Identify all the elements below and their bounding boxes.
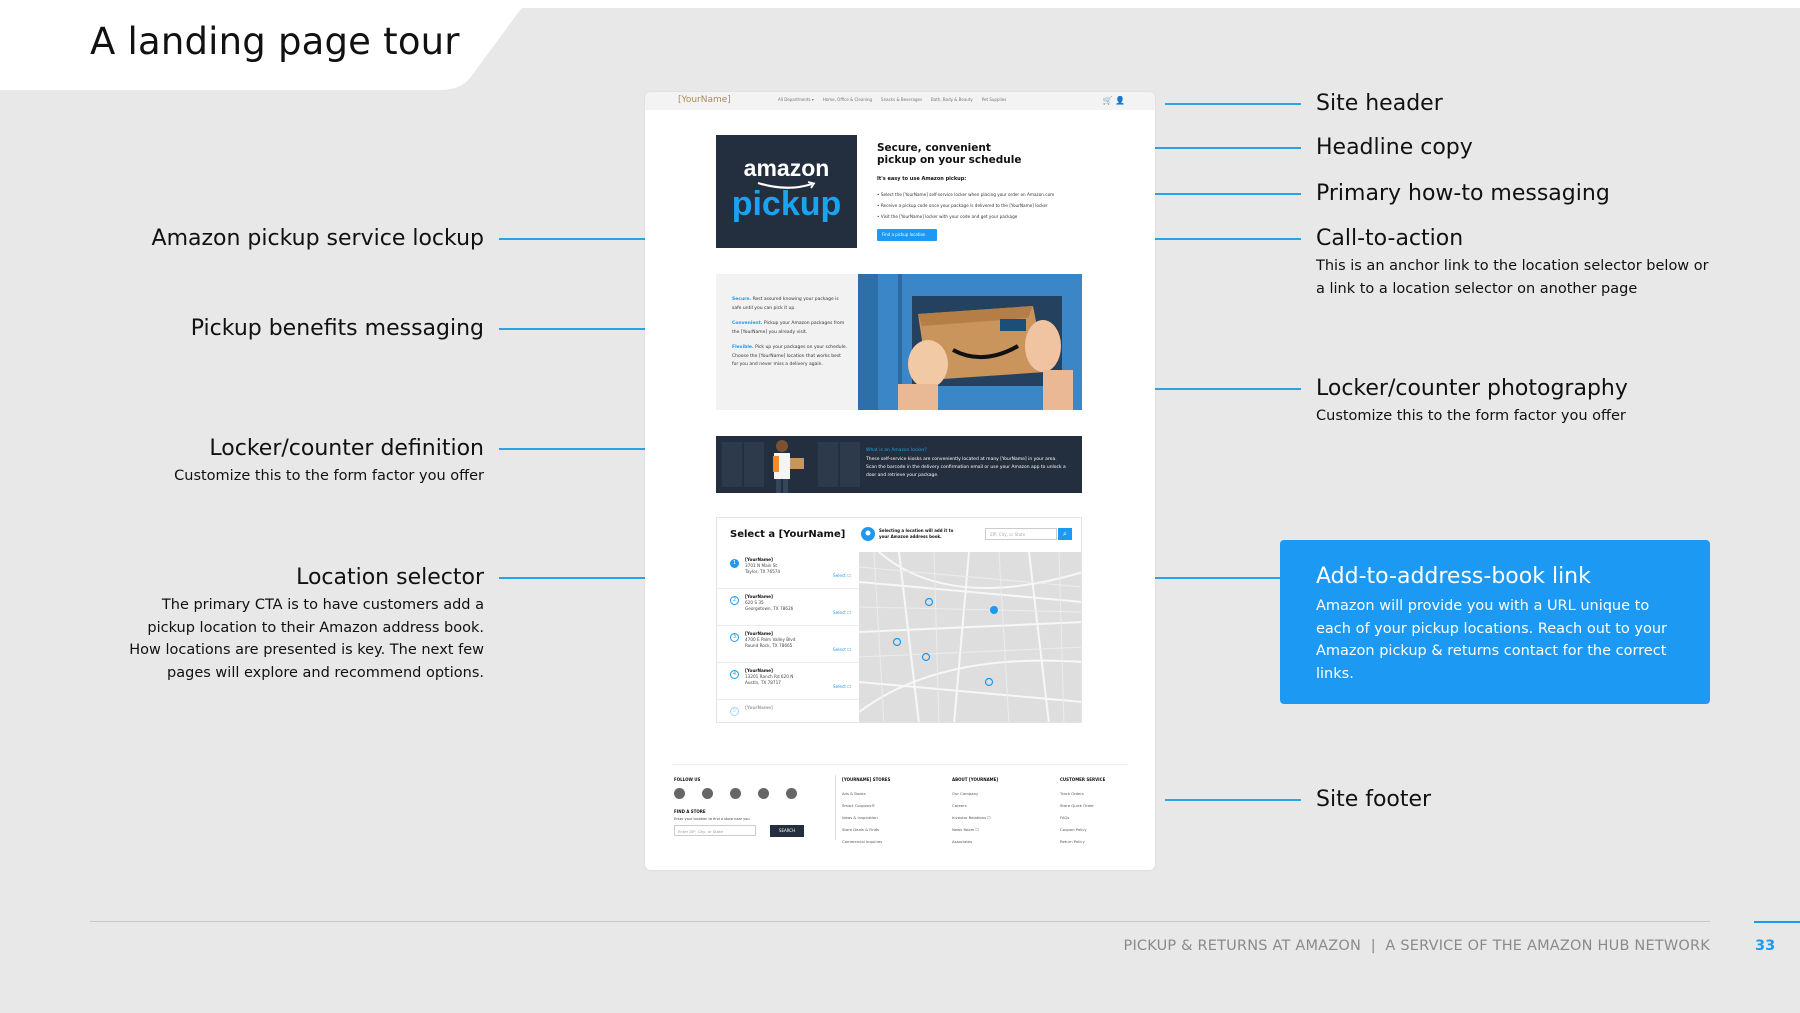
footer-column: ABOUT [YOURNAME] Our Company Careers Investor Relations ☐ News Room ☐ Associates [952, 777, 998, 848]
howto-item: • Visit the [YourName] locker with your code and get your package [877, 211, 1102, 222]
location-pin-icon: 2 [730, 596, 739, 605]
footer-link[interactable]: Commercial Inquiries [842, 839, 883, 844]
callout-description: Customize this to the form factor you offer [1316, 408, 1626, 424]
footer-link[interactable]: Return Policy [1060, 839, 1085, 844]
leader-line [1165, 103, 1301, 105]
callout-label: Headline copy [1316, 135, 1473, 160]
mock-brand[interactable]: [YourName] [678, 95, 731, 105]
howto-item: • Select the [YourName] self-service locker when placing your order on Amazon.com [877, 189, 1102, 200]
leader-line [1165, 799, 1301, 801]
page-number: 33 [1755, 938, 1776, 954]
callout-benefits [191, 316, 484, 341]
location-map[interactable] [859, 552, 1082, 723]
mock-location-selector [716, 517, 1082, 723]
mock-benefits [716, 274, 858, 410]
callout-label: Site header [1316, 91, 1443, 116]
callout-label: Primary how-to messaging [1316, 181, 1610, 206]
page-number-rule [1754, 921, 1800, 923]
list-item[interactable]: 3 [YourName] 4700 E Palm Valley Blvd Round Rock, TX 78665 Select ☐ [717, 626, 859, 663]
callout-label: Amazon pickup service lockup [151, 226, 484, 251]
benefit-item: Flexible. Pick up your packages on your schedule. Choose the [YourName] location that works best for you and never miss a delivery again. [732, 345, 848, 367]
callout-definition [84, 436, 484, 488]
footer-link[interactable]: Store Deals & Finds [842, 827, 879, 832]
slide-footer-text: PICKUP & RETURNS AT AMAZON | A SERVICE OF THE AMAZON HUB NETWORK [1123, 938, 1710, 954]
social-icons [674, 788, 797, 799]
address-book-callout-box [1280, 540, 1710, 704]
callout-location-selector [124, 565, 484, 684]
location-pin-icon: 1 [730, 559, 739, 568]
footer-link[interactable]: Smart Coupons® [842, 803, 875, 808]
benefit-item: Secure. Rest assured knowing your package is safe until you can pick it up. [732, 297, 839, 311]
list-item[interactable]: 2 [YourName] 620 S 35 Georgetown, TX 78626 Select ☐ [717, 589, 859, 626]
twitter-icon[interactable] [702, 788, 713, 799]
slide-title: A landing page tour [90, 20, 460, 63]
select-location-link[interactable]: Select ☐ [832, 647, 851, 652]
callout-howto [1316, 181, 1610, 206]
mock-nav [778, 97, 1006, 102]
selector-search-input[interactable]: ZIP, City, or State [985, 528, 1057, 540]
locker-photo [858, 274, 1082, 410]
pinterest-icon[interactable] [730, 788, 741, 799]
footer-link[interactable]: News Room ☐ [952, 827, 979, 832]
callout-cta [1316, 226, 1716, 300]
callout-description: The primary CTA is to have customers add a pickup location to their Amazon address book. How locations are presented is key. The next few pages will explore and recommend options. [129, 597, 484, 681]
instagram-icon[interactable] [786, 788, 797, 799]
mock-howto-list [877, 189, 1102, 222]
footer-column: CUSTOMER SERVICE Track Orders Store Quick Order FAQs Coupon Policy Return Policy [1060, 777, 1105, 848]
callout-photography [1316, 376, 1716, 428]
callout-label: Site footer [1316, 787, 1432, 812]
callout-description: Customize this to the form factor you offer [174, 468, 484, 484]
mock-howto-title: It's easy to use Amazon pickup: [877, 176, 967, 182]
callout-lockup [152, 226, 484, 251]
find-store-heading: FIND A STORE [674, 809, 706, 814]
definition-title: What is an Amazon locker? [866, 448, 927, 453]
howto-item: • Receive a pickup code once your package is delivered to the [YourName] locker [877, 200, 1102, 211]
callout-description: Amazon will provide you with a URL unique to each of your pickup locations. Reach out to your Amazon pickup & returns contact for the correct links. [1316, 598, 1667, 682]
landing-page-mockup [645, 92, 1155, 870]
footer-link[interactable]: Ideas & Inspiration [842, 815, 878, 820]
callout-site-header [1316, 91, 1443, 116]
footer-link[interactable]: Careers [952, 803, 967, 808]
store-search-input[interactable]: Enter ZIP, City, or State [674, 825, 756, 836]
find-pickup-location-button[interactable]: Find a pickup location [877, 229, 937, 241]
footer-link[interactable]: Coupon Policy [1060, 827, 1087, 832]
follow-us-heading: FOLLOW US [674, 777, 701, 782]
mock-site-footer [672, 764, 1128, 844]
facebook-icon[interactable] [674, 788, 685, 799]
mock-site-header [645, 92, 1155, 110]
callout-site-footer [1316, 787, 1431, 812]
callout-label: Pickup benefits messaging [190, 316, 484, 341]
footer-link[interactable]: Associates [952, 839, 973, 844]
select-location-link[interactable]: Select ☐ [832, 684, 851, 689]
selector-hint: Selecting a location will add it to your Amazon address book. [879, 528, 954, 539]
list-item[interactable]: 5 [YourName] [717, 700, 859, 723]
mock-nav-item[interactable]: Snacks & Beverages [881, 97, 923, 102]
callout-description: This is an anchor link to the location selector below or a link to a location selector on another page [1316, 258, 1709, 297]
cart-account-icons[interactable]: 🛒 👤 [1102, 96, 1125, 105]
select-location-link[interactable]: Select ☐ [832, 610, 851, 615]
selector-title: Select a [YourName] [730, 529, 846, 540]
store-search-button[interactable]: SEARCH [770, 825, 804, 837]
footer-link[interactable]: Our Company [952, 791, 979, 796]
mock-nav-item[interactable]: All Departments ▾ [778, 97, 814, 102]
location-pin-icon: 4 [730, 670, 739, 679]
list-item[interactable]: 1 [YourName] 3701 N Main St Taylor, TX 76574 Select ☐ [717, 552, 859, 589]
list-item[interactable]: 4 [YourName] 13201 Ranch Rd 620 N Austin, TX 78717 Select ☐ [717, 663, 859, 700]
youtube-icon[interactable] [758, 788, 769, 799]
callout-headline [1316, 135, 1473, 160]
lockup-word-amazon: amazon [743, 155, 830, 181]
callout-label: Call-to-action [1316, 226, 1464, 251]
mock-nav-item[interactable]: Pet Supplies [981, 97, 1007, 102]
footer-link[interactable]: Store Quick Order [1060, 803, 1094, 808]
footer-rule [90, 921, 1710, 922]
footer-link[interactable]: FAQs [1060, 815, 1070, 820]
mock-nav-item[interactable]: Bath, Body & Beauty [931, 97, 973, 102]
find-store-subtext: Enter your location to find a store near you [674, 817, 750, 821]
select-location-link[interactable]: Select ☐ [832, 573, 851, 578]
footer-column: [YOURNAME] STORES Ads & Books Smart Coupons® Ideas & Inspiration Store Deals & Finds Commercial Inquiries [842, 777, 890, 848]
address-book-icon [861, 527, 875, 541]
footer-link[interactable]: Ads & Books [842, 791, 866, 796]
callout-label: Add-to-address-book link [1316, 564, 1591, 589]
footer-link[interactable]: Investor Relations ☐ [952, 815, 991, 820]
definition-body: These self-service kiosks are conveniently located at many [YourName] in your area. Scan the barcode in the delivery confirmation email or use your Amazon app to unlock a door and retrieve your package. [866, 457, 1066, 478]
amazon-pickup-lockup [716, 135, 857, 248]
mock-nav-item[interactable]: Home, Office & Cleaning [822, 97, 873, 102]
benefit-item: Convenient. Pickup your Amazon packages from the [YourName] you already visit. [732, 321, 845, 335]
callout-label: Location selector [296, 565, 484, 590]
lockup-word-pickup: pickup [731, 185, 842, 223]
location-pin-icon: 5 [730, 707, 739, 716]
location-pin-icon: 3 [730, 633, 739, 642]
mock-locker-definition [716, 436, 1082, 493]
location-list [717, 552, 859, 723]
callout-label: Locker/counter photography [1316, 376, 1628, 401]
footer-link[interactable]: Track Orders [1060, 791, 1084, 796]
footer-divider [835, 775, 836, 840]
callout-label: Locker/counter definition [209, 436, 484, 461]
mock-headline: Secure, convenient pickup on your schedule [877, 142, 1022, 166]
selector-search-button[interactable]: ⌕ [1058, 528, 1072, 540]
